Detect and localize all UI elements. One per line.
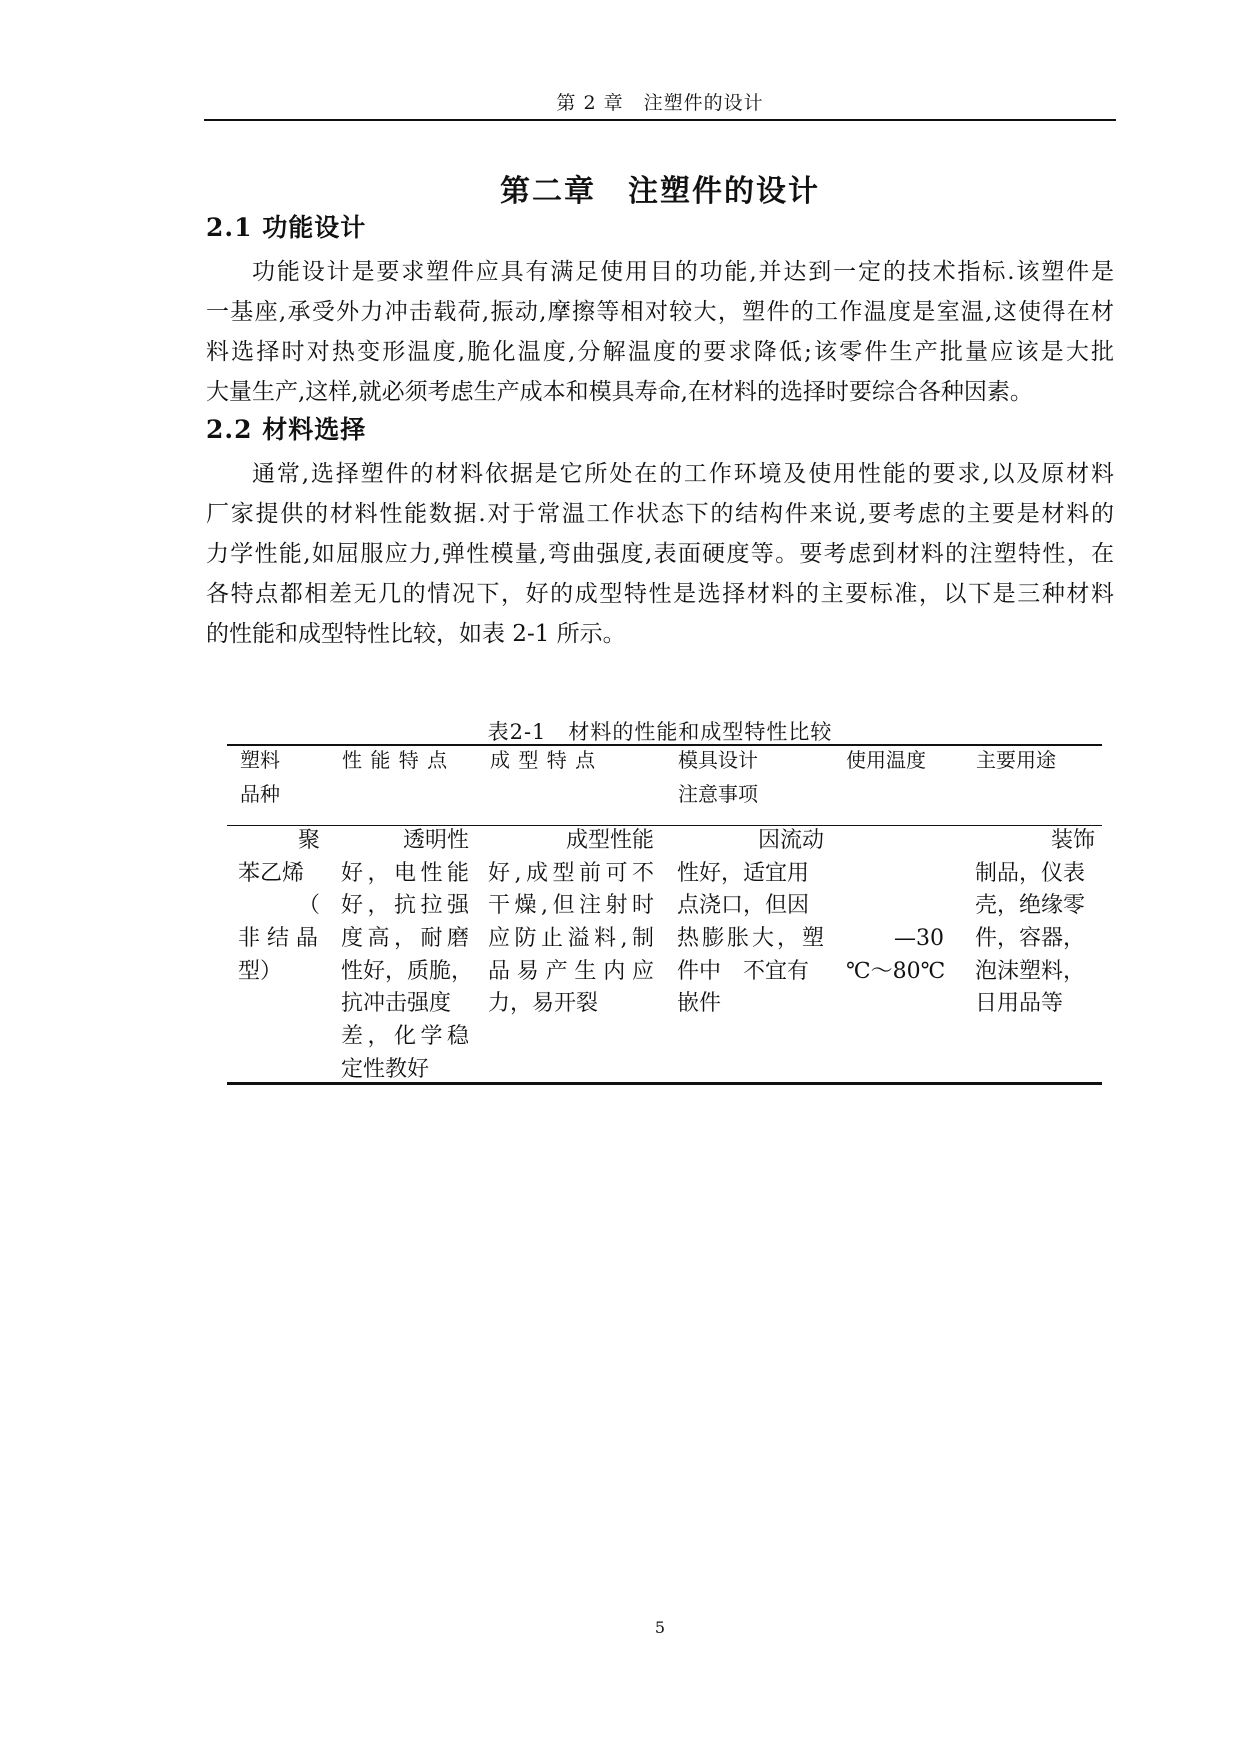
table-cell: 因流动 性好，适宜用 点浇口，但因 热膨胀大，塑 件中 不宜有 嵌件: [677, 828, 824, 1017]
chapter-title: 第二章 注塑件的设计: [500, 174, 820, 209]
paragraph-line: 功能设计是要求塑件应具有满足使用目的功能,并达到一定的技术指标.该塑件是: [252, 259, 1114, 285]
section-2-2-paragraph: [206, 454, 1114, 654]
paragraph-line: 厂家提供的材料性能数据.对于常温工作状态下的结构件来说,要考虑的主要是材料的: [206, 501, 1114, 527]
table-header-cell: 主要用途: [976, 748, 1056, 772]
table-header-cell: 性 能 特 点: [342, 748, 449, 772]
section-heading-2-1: 2.1 功能设计: [206, 213, 367, 242]
table-cell: 成型性能 好,成型前可不 干燥,但注射时 应防止溢料,制 品易产生内应 力，易开裂: [488, 828, 654, 1017]
table-header-cell: 使用温度: [846, 748, 926, 772]
header-text: 第 2 章 注塑件的设计: [556, 92, 764, 114]
table-cell: 聚 苯乙烯 （ 非 结 晶 型）: [238, 828, 320, 984]
table-cell: 装饰 制品，仪表 壳，绝缘零 件，容器， 泡沫塑料， 日用品等: [975, 828, 1095, 1017]
section-2-1-paragraph: [206, 252, 1114, 412]
section-heading-2-2: 2.2 材料选择: [206, 415, 367, 444]
paragraph-line: 大量生产,这样,就必须考虑生产成本和模具寿命,在材料的选择时要综合各种因素。: [206, 379, 1033, 405]
page-number: 5: [654, 1618, 666, 1637]
header-rule: [204, 119, 1116, 121]
paragraph-line: 力学性能,如屈服应力,弹性模量,弯曲强度,表面硬度等。要考虑到材料的注塑特性，在: [206, 541, 1114, 567]
table-bottom-rule: [227, 1082, 1102, 1085]
table-header-cell: 模具设计 注意事项: [678, 748, 758, 806]
paragraph-line: 一基座,承受外力冲击载荷,振动,摩擦等相对较大，塑件的工作温度是室温,这使得在材: [206, 299, 1114, 325]
table-cell: —30 ℃～80℃: [846, 926, 946, 984]
table-cell: 透明性 好，电性能 好，抗拉强 度高，耐磨 性好，质脆， 抗冲击强度 差，化学稳 定性教好: [341, 828, 474, 1082]
paragraph-line: 各特点都相差无几的情况下，好的成型特性是选择材料的主要标准，以下是三种材料: [206, 581, 1114, 607]
paragraph-line: 的性能和成型特性比较，如表 2-1 所示。: [206, 621, 626, 647]
paragraph-line: 通常,选择塑件的材料依据是它所处在的工作环境及使用性能的要求,以及原材料: [252, 461, 1114, 487]
table-header-cell: 成 型 特 点: [490, 748, 597, 772]
table-caption: 表2-1 材料的性能和成型特性比较: [487, 720, 833, 744]
table-header-cell: 塑料 品种: [240, 748, 280, 806]
paragraph-line: 料选择时对热变形温度,脆化温度,分解温度的要求降低;该零件生产批量应该是大批: [206, 339, 1114, 365]
